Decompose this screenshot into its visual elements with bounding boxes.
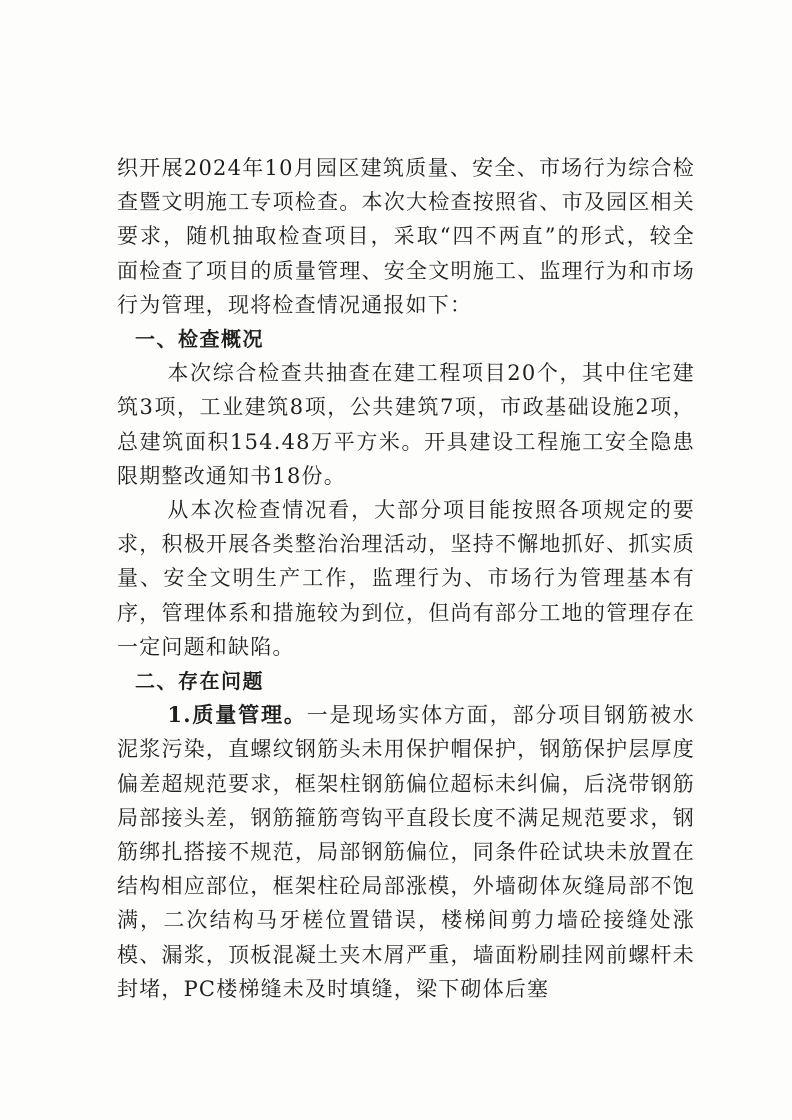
assessment-paragraph: 从本次检查情况看，大部分项目能按照各项规定的要求，积极开展各类整治治理活动，坚持不懈地抓好、抓实质量、安全文明生产工作，监理行为、市场行为管理基本有序，管理体系和措施较为到位，但尚有部分工地的管理存在一定问题和缺陷。 [117, 498, 695, 659]
section-heading-overview: 一、检查概况 [135, 327, 264, 352]
document-body [117, 151, 695, 1006]
intro-paragraph: 织开展2024年10月园区建筑质量、安全、市场行为综合检查暨文明施工专项检查。本次大检查按照省、市及园区相关要求，随机抽取检查项目，采取“四不两直”的形式，较全面检查了项目的质量管理、安全文明施工、监理行为和市场行为管理，现将检查情况通报如下： [117, 156, 695, 317]
quality-management-paragraph [117, 698, 695, 1006]
section-heading-problems: 二、存在问题 [135, 669, 264, 694]
quality-management-lead: 1.质量管理。 [167, 702, 307, 728]
overview-paragraph: 本次综合检查共抽查在建工程项目20个，其中住宅建筑3项，工业建筑8项，公共建筑7项，市政基础设施2项，总建筑面积154.48万平方米。开具建设工程施工安全隐患限期整改通知书18份。 [117, 361, 695, 488]
quality-management-text: 一是现场实体方面，部分项目钢筋被水泥浆污染，直螺纹钢筋头未用保护帽保护，钢筋保护层厚度偏差超规范要求，框架柱钢筋偏位超标未纠偏，后浇带钢筋局部接头差，钢筋箍筋弯钩平直段长度不满足规范要求，钢筋绑扎搭接不规范，局部钢筋偏位，同条件砼试块未放置在结构相应部位，框架柱砼局部涨模，外墙砌体灰缝局部不饱满，二次结构马牙槎位置错误，楼梯间剪力墙砼接缝处涨模、漏浆，顶板混凝土夹木屑严重，墙面粉刷挂网前螺杆未封堵，PC楼梯缝未及时填缝，梁下砌体后塞 [117, 703, 695, 1001]
